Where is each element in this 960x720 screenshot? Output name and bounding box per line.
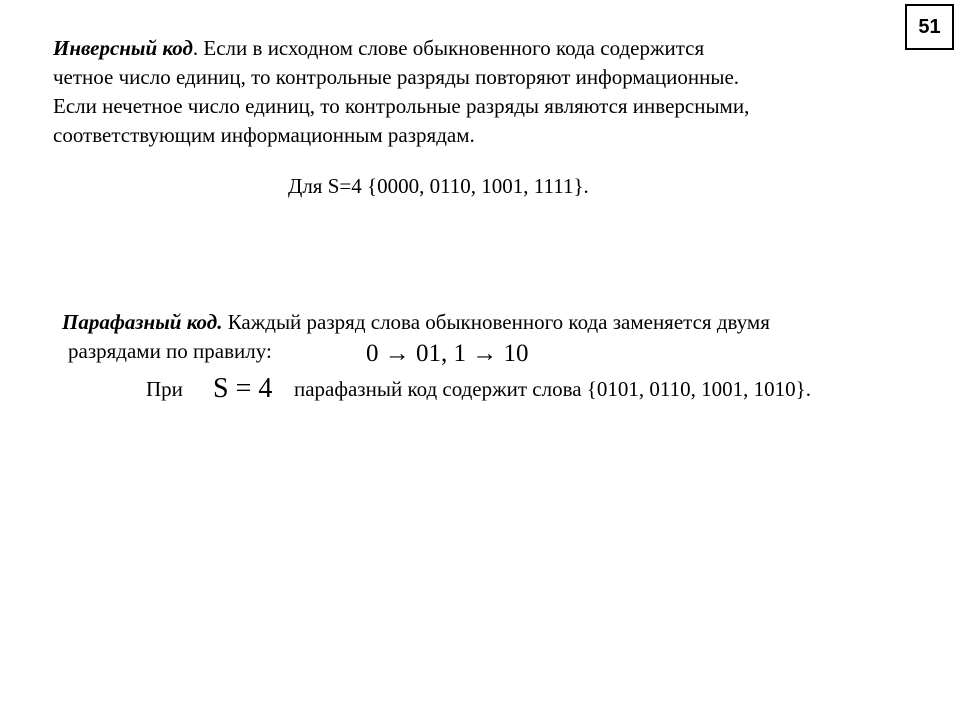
paraphase-code-line-1 xyxy=(62,308,770,337)
pri-label: При xyxy=(146,377,183,401)
inverse-code-line-3: Если нечетное число единиц, то контрольные разряды являются инверсными, xyxy=(53,94,750,118)
page-number xyxy=(905,4,954,50)
inverse-code-term: Инверсный код xyxy=(53,36,193,60)
inverse-code-paragraph xyxy=(53,34,749,150)
page-number-text: 51 xyxy=(918,15,941,38)
inverse-code-line-2: четное число единиц, то контрольные разряды повторяют информационные. xyxy=(53,65,740,89)
paraphase-rule-formula: 0 → 01, 1 → 10 xyxy=(366,340,529,367)
paraphase-code-term: Парафазный код. xyxy=(62,310,223,334)
inverse-code-line-1-text: . Если в исходном слове обыкновенного кода содержится xyxy=(192,36,705,60)
paraphase-code-line-1-text: Каждый разряд слова обыкновенного кода заменяется двумя xyxy=(222,310,770,334)
inverse-code-line-4: соответствующим информационным разрядам. xyxy=(53,123,475,147)
paraphase-code-line-2: разрядами по правилу: xyxy=(68,339,272,363)
paraphase-code-example: парафазный код содержит слова {0101, 0110, 1001, 1010}. xyxy=(294,377,811,401)
s-equals-formula: S = 4 xyxy=(213,373,273,404)
inverse-code-line-1 xyxy=(53,34,749,63)
inverse-code-example: Для S=4 {0000, 0110, 1001, 1111}. xyxy=(288,174,589,198)
